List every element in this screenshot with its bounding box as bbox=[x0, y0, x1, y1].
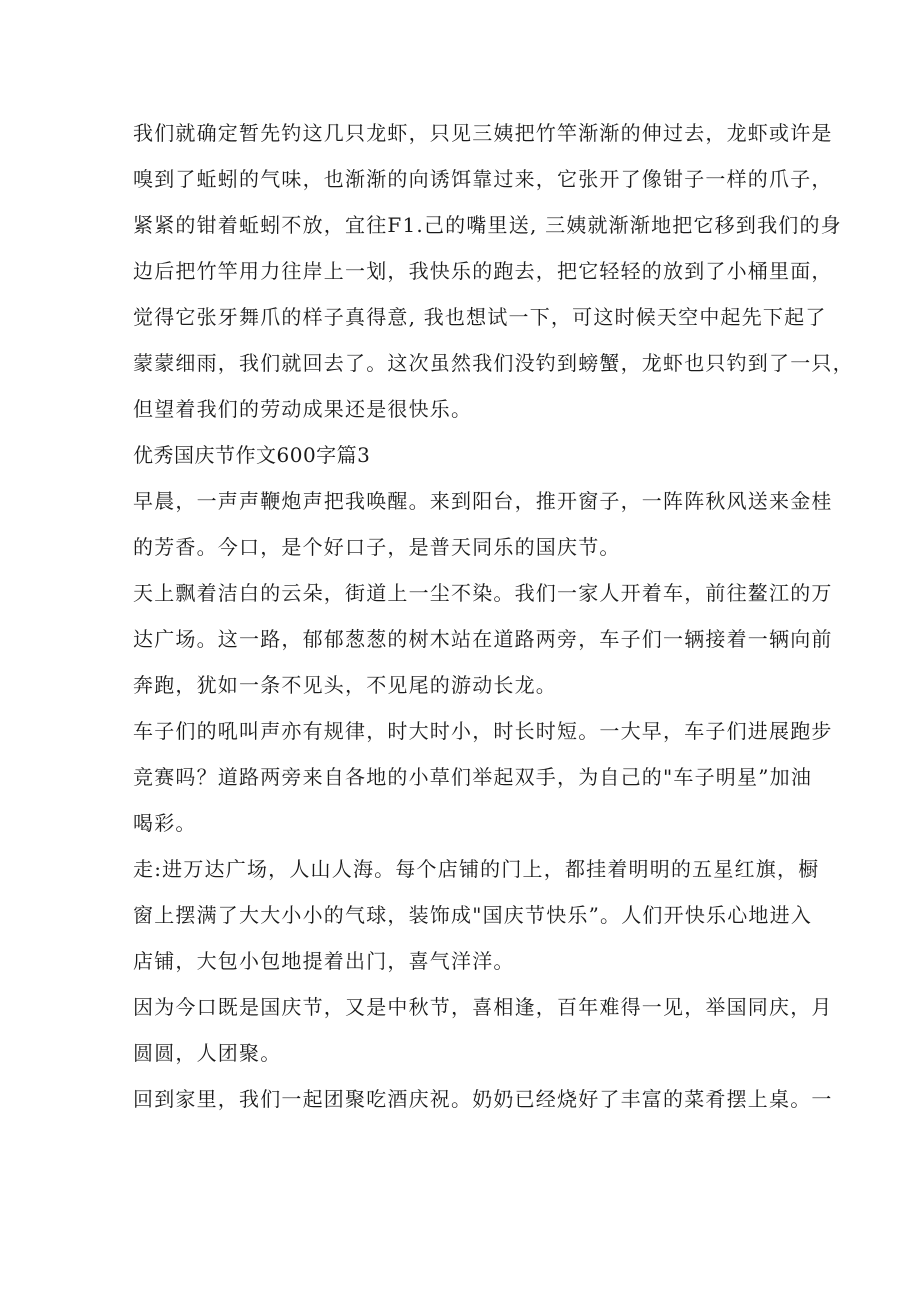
text-line: 我们就确定暂先钓这几只龙虾，只见三姨把竹竿渐渐的伸过去，龙虾或许是 bbox=[133, 121, 833, 145]
section-heading: 优秀国庆节作文600字篇3 bbox=[133, 443, 371, 467]
text-line: 店铺，大包小包地提着出门，喜气洋洋。 bbox=[133, 949, 515, 973]
text-line: 圆圆，人团聚。 bbox=[133, 1041, 282, 1065]
text-line: 早晨，一声声鞭炮声把我唤醒。来到阳台，推开窗子，一阵阵秋风送来金桂 bbox=[133, 489, 833, 513]
text-line: 达广场。这一路，郁郁葱葱的树木站在道路两旁，车子们一辆接着一辆向前 bbox=[133, 627, 833, 651]
text-line: 的芳香。今口，是个好口子，是普天同乐的国庆节。 bbox=[133, 535, 621, 559]
text-line: 回到家里，我们一起团聚吃酒庆祝。奶奶已经烧好了丰富的菜肴摆上桌。一 bbox=[133, 1087, 833, 1111]
text-line: 觉得它张牙舞爪的样子真得意, 我也想试一下，可这时候天空中起先下起了 bbox=[133, 305, 827, 329]
text-line: 车子们的吼叫声亦有规律，时大时小，时长时短。一大早，车子们进展跑步 bbox=[133, 719, 833, 743]
paragraph bbox=[133, 110, 854, 432]
paragraph bbox=[133, 570, 833, 708]
paragraph bbox=[133, 984, 833, 1076]
paragraph bbox=[133, 708, 833, 846]
text-line: 蒙蒙细雨，我们就回去了。这次虽然我们没钓到螃蟹，龙虾也只钓到了一只， bbox=[133, 351, 854, 375]
paragraph bbox=[133, 846, 820, 984]
text-line: 竞赛吗？道路两旁来自各地的小草们举起双手，为自己的"车子明星”加油 bbox=[133, 765, 813, 789]
text-line: 喝彩。 bbox=[133, 811, 197, 835]
document-body bbox=[133, 110, 854, 1122]
text-line: 紧紧的钳着蚯蚓不放，宜往F1.己的嘴里送, 三姨就渐渐地把它移到我们的身 bbox=[133, 213, 842, 237]
text-line: 天上飘着洁白的云朵，街道上一尘不染。我们一家人开着车，前往鳌江的万 bbox=[133, 581, 833, 605]
text-line: 奔跑，犹如一条不见头，不见尾的游动长龙。 bbox=[133, 673, 557, 697]
text-line: 但望着我们的劳动成果还是很快乐。 bbox=[133, 397, 473, 421]
text-line: 窗上摆满了大大小小的气球，装饰成"国庆节快乐”。人们开快乐心地进入 bbox=[133, 903, 813, 927]
text-line: 因为今口既是国庆节，又是中秋节，喜相逢，百年难得一见，举国同庆，月 bbox=[133, 995, 833, 1019]
text-line: 嗅到了蚯蚓的气味，也渐渐的向诱饵靠过来，它张开了像钳子一样的爪子， bbox=[133, 167, 833, 191]
paragraph bbox=[133, 1076, 833, 1122]
text-line: 走:进万达广场，人山人海。每个店铺的门上，都挂着明明的五星红旗，橱 bbox=[133, 857, 820, 881]
text-line: 边后把竹竿用力往岸上一划，我快乐的跑去，把它轻轻的放到了小桶里面， bbox=[133, 259, 833, 283]
paragraph bbox=[133, 478, 833, 570]
